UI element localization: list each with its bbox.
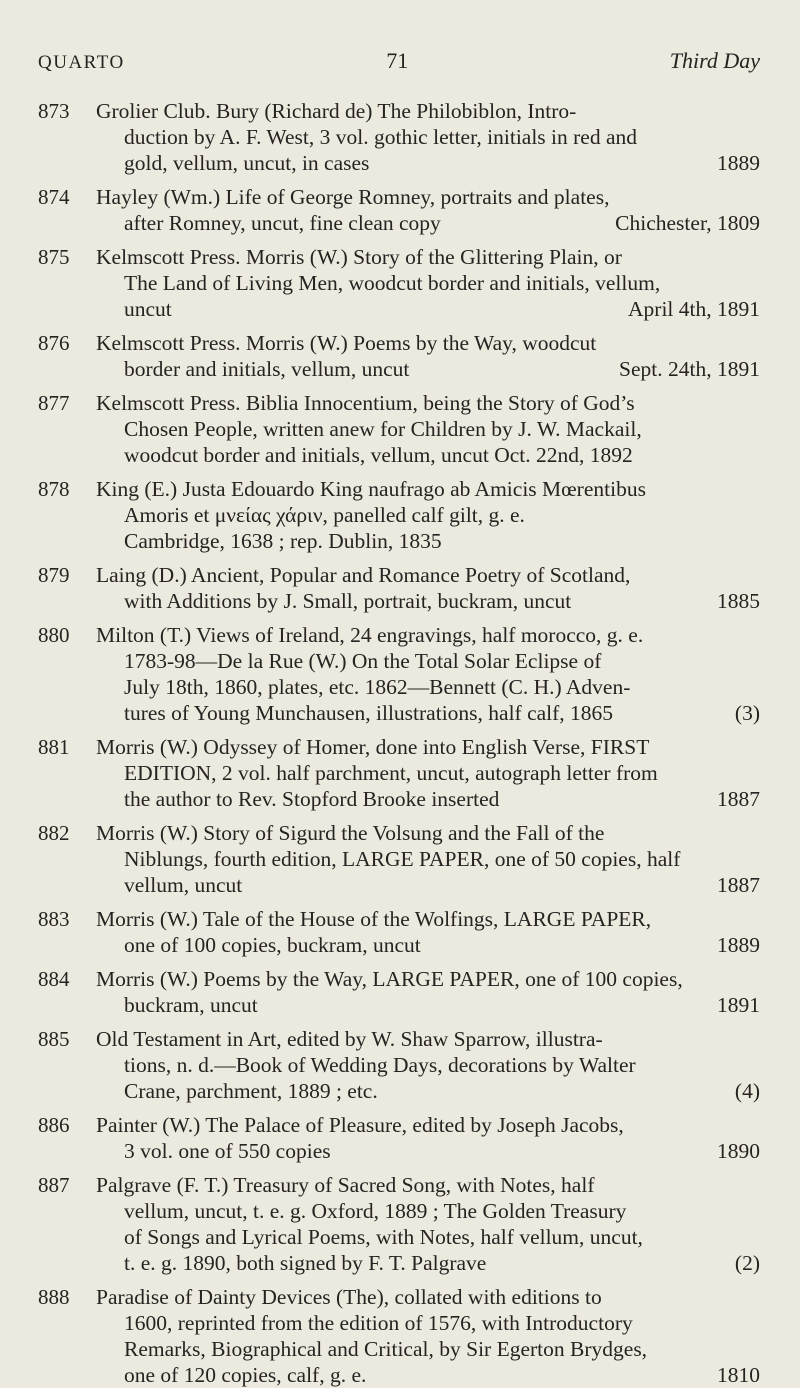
lot-number: 885 [38, 1027, 70, 1051]
description-text: woodcut border and initials, vellum, uncut Oct. 22nd, 1892 [124, 443, 633, 467]
description-line [96, 442, 760, 468]
lot-entry [38, 562, 760, 614]
description-date: (3) [734, 701, 760, 725]
page-header [38, 0, 760, 74]
description-line [96, 502, 760, 528]
description-line [96, 1078, 760, 1104]
lot-description [96, 1172, 760, 1276]
description-text: 1600, reprinted from the edition of 1576, with Introductory [124, 1311, 633, 1335]
lot-description [96, 906, 760, 958]
lot-number: 876 [38, 331, 70, 355]
description-text: after Romney, uncut, fine clean copy [124, 211, 441, 235]
header-page-number: 71 [386, 48, 409, 73]
description-text: Kelmscott Press. Biblia Innocentium, being the Story of God’s [96, 391, 635, 415]
description-text: border and initials, vellum, uncut [124, 357, 410, 381]
lot-entry [38, 1026, 760, 1104]
description-line [96, 992, 760, 1018]
description-text: Palgrave (F. T.) Treasury of Sacred Song, with Notes, half [96, 1173, 595, 1197]
description-text: Morris (W.) Story of Sigurd the Volsung and the Fall of the [96, 821, 605, 845]
lot-entry [38, 820, 760, 898]
description-line [96, 700, 760, 726]
lot-description [96, 390, 760, 468]
description-text: uncut [124, 297, 172, 321]
description-line [96, 150, 760, 176]
lot-entry [38, 1284, 760, 1388]
description-line [96, 786, 760, 812]
description-text: July 18th, 1860, plates, etc. 1862—Bennett (C. H.) Adven- [124, 675, 631, 699]
description-text: Chosen People, written anew for Children by J. W. Mackail, [124, 417, 642, 441]
description-line [96, 476, 760, 502]
header-day-label: Third Day [669, 48, 760, 73]
description-text: 1783-98—De la Rue (W.) On the Total Solar Eclipse of [124, 649, 602, 673]
lot-entry [38, 622, 760, 726]
description-line [96, 734, 760, 760]
lot-number: 875 [38, 245, 70, 269]
lot-description [96, 244, 760, 322]
description-text: buckram, uncut [124, 993, 258, 1017]
lot-number: 878 [38, 477, 70, 501]
lot-number: 888 [38, 1285, 70, 1309]
description-line [96, 562, 760, 588]
description-line [96, 820, 760, 846]
lot-description [96, 330, 760, 382]
description-text: the author to Rev. Stopford Brooke inserted [124, 787, 500, 811]
description-line [96, 872, 760, 898]
description-text: EDITION, 2 vol. half parchment, uncut, autograph letter from [124, 761, 658, 785]
description-line [96, 1112, 760, 1138]
description-date: 1890 [717, 1139, 760, 1163]
description-date: Sept. 24th, 1891 [619, 357, 760, 381]
description-text: tures of Young Munchausen, illustrations, half calf, 1865 [124, 701, 614, 725]
description-text: Niblungs, fourth edition, LARGE PAPER, one of 50 copies, half [124, 847, 681, 871]
description-line [96, 1250, 760, 1276]
description-line [96, 330, 760, 356]
description-line [96, 1224, 760, 1250]
description-line [96, 760, 760, 786]
description-text: with Additions by J. Small, portrait, buckram, uncut [124, 589, 572, 613]
description-text: gold, vellum, uncut, in cases [124, 151, 370, 175]
lot-number: 877 [38, 391, 70, 415]
lot-description [96, 98, 760, 176]
description-date: 1889 [717, 151, 760, 175]
description-date: 1887 [717, 787, 760, 811]
description-line [96, 416, 760, 442]
lot-description [96, 1026, 760, 1104]
lot-number: 873 [38, 99, 70, 123]
description-date: (4) [734, 1079, 760, 1103]
lot-number: 881 [38, 735, 70, 759]
description-text: Morris (W.) Tale of the House of the Wolfings, LARGE PAPER, [96, 907, 652, 931]
lot-description [96, 966, 760, 1018]
description-date: (2) [734, 1251, 760, 1275]
lot-number: 882 [38, 821, 70, 845]
description-text: one of 100 copies, buckram, uncut [124, 933, 421, 957]
description-text: Hayley (Wm.) Life of George Romney, portraits and plates, [96, 185, 610, 209]
description-text: Grolier Club. Bury (Richard de) The Philobiblon, Intro- [96, 99, 577, 123]
description-text: Morris (W.) Poems by the Way, LARGE PAPER, one of 100 copies, [96, 967, 683, 991]
lot-entry [38, 184, 760, 236]
description-line [96, 184, 760, 210]
lot-entry [38, 1112, 760, 1164]
description-line [96, 1172, 760, 1198]
lot-entry [38, 966, 760, 1018]
description-text: Milton (T.) Views of Ireland, 24 engravings, half morocco, g. e. [96, 623, 644, 647]
description-text: Painter (W.) The Palace of Pleasure, edited by Joseph Jacobs, [96, 1113, 624, 1137]
description-line [96, 648, 760, 674]
description-line [96, 210, 760, 236]
description-text: vellum, uncut, t. e. g. Oxford, 1889 ; The Golden Treasury [124, 1199, 627, 1223]
description-line [96, 1138, 760, 1164]
description-line [96, 674, 760, 700]
description-line [96, 1284, 760, 1310]
lot-number: 884 [38, 967, 70, 991]
description-line [96, 588, 760, 614]
lot-description [96, 622, 760, 726]
lot-entry [38, 330, 760, 382]
description-text: The Land of Living Men, woodcut border and initials, vellum, [124, 271, 661, 295]
description-text: tions, n. d.—Book of Wedding Days, decorations by Walter [124, 1053, 636, 1077]
description-date: 1891 [717, 993, 760, 1017]
description-date: 1810 [717, 1363, 760, 1387]
lot-description [96, 734, 760, 812]
lot-entry [38, 98, 760, 176]
description-text: Amoris et μνείας χάριν, panelled calf gilt, g. e. [124, 503, 525, 527]
description-date: 1889 [717, 933, 760, 957]
description-line [96, 1336, 760, 1362]
lot-entry [38, 244, 760, 322]
description-text: Laing (D.) Ancient, Popular and Romance Poetry of Scotland, [96, 563, 631, 587]
description-line [96, 98, 760, 124]
lot-number: 880 [38, 623, 70, 647]
description-line [96, 906, 760, 932]
lot-description [96, 1284, 760, 1388]
description-text: vellum, uncut [124, 873, 243, 897]
description-text: Remarks, Biographical and Critical, by Sir Egerton Brydges, [124, 1337, 648, 1361]
description-date: April 4th, 1891 [628, 297, 760, 321]
description-text: Cambridge, 1638 ; rep. Dublin, 1835 [124, 529, 442, 553]
lot-description [96, 820, 760, 898]
description-line [96, 622, 760, 648]
description-text: Old Testament in Art, edited by W. Shaw Sparrow, illustra- [96, 1027, 603, 1051]
description-text: duction by A. F. West, 3 vol. gothic letter, initials in red and [124, 125, 638, 149]
lot-number: 887 [38, 1173, 70, 1197]
description-text: Kelmscott Press. Morris (W.) Poems by the Way, woodcut [96, 331, 597, 355]
lot-entry [38, 734, 760, 812]
description-line [96, 390, 760, 416]
description-date: 1885 [717, 589, 760, 613]
lot-number: 879 [38, 563, 70, 587]
description-line [96, 124, 760, 150]
description-line [96, 296, 760, 322]
description-text: one of 120 copies, calf, g. e. [124, 1363, 367, 1387]
lot-number: 874 [38, 185, 70, 209]
lot-entry [38, 1172, 760, 1276]
lot-description [96, 184, 760, 236]
lot-list [38, 98, 760, 1388]
description-line [96, 1362, 760, 1388]
description-line [96, 1026, 760, 1052]
description-line [96, 846, 760, 872]
lot-number: 886 [38, 1113, 70, 1137]
description-text: of Songs and Lyrical Poems, with Notes, half vellum, uncut, [124, 1225, 643, 1249]
description-line [96, 1052, 760, 1078]
description-text: King (E.) Justa Edouardo King naufrago ab Amicis Mœrentibus [96, 477, 646, 501]
description-line [96, 966, 760, 992]
lot-entry [38, 906, 760, 958]
description-text: Paradise of Dainty Devices (The), collated with editions to [96, 1285, 602, 1309]
lot-entry [38, 476, 760, 554]
header-section-label: QUARTO [38, 52, 125, 73]
description-line [96, 1198, 760, 1224]
lot-description [96, 562, 760, 614]
description-line [96, 356, 760, 382]
lot-number: 883 [38, 907, 70, 931]
description-line [96, 1310, 760, 1336]
description-text: Crane, parchment, 1889 ; etc. [124, 1079, 378, 1103]
description-date: Chichester, 1809 [615, 211, 760, 235]
lot-description [96, 476, 760, 554]
description-line [96, 244, 760, 270]
lot-entry [38, 390, 760, 468]
description-text: Morris (W.) Odyssey of Homer, done into English Verse, FIRST [96, 735, 650, 759]
description-text: t. e. g. 1890, both signed by F. T. Palgrave [124, 1251, 487, 1275]
description-line [96, 932, 760, 958]
lot-description [96, 1112, 760, 1164]
description-text: Kelmscott Press. Morris (W.) Story of the Glittering Plain, or [96, 245, 622, 269]
description-line [96, 528, 760, 554]
description-line [96, 270, 760, 296]
description-text: 3 vol. one of 550 copies [124, 1139, 331, 1163]
description-date: 1887 [717, 873, 760, 897]
